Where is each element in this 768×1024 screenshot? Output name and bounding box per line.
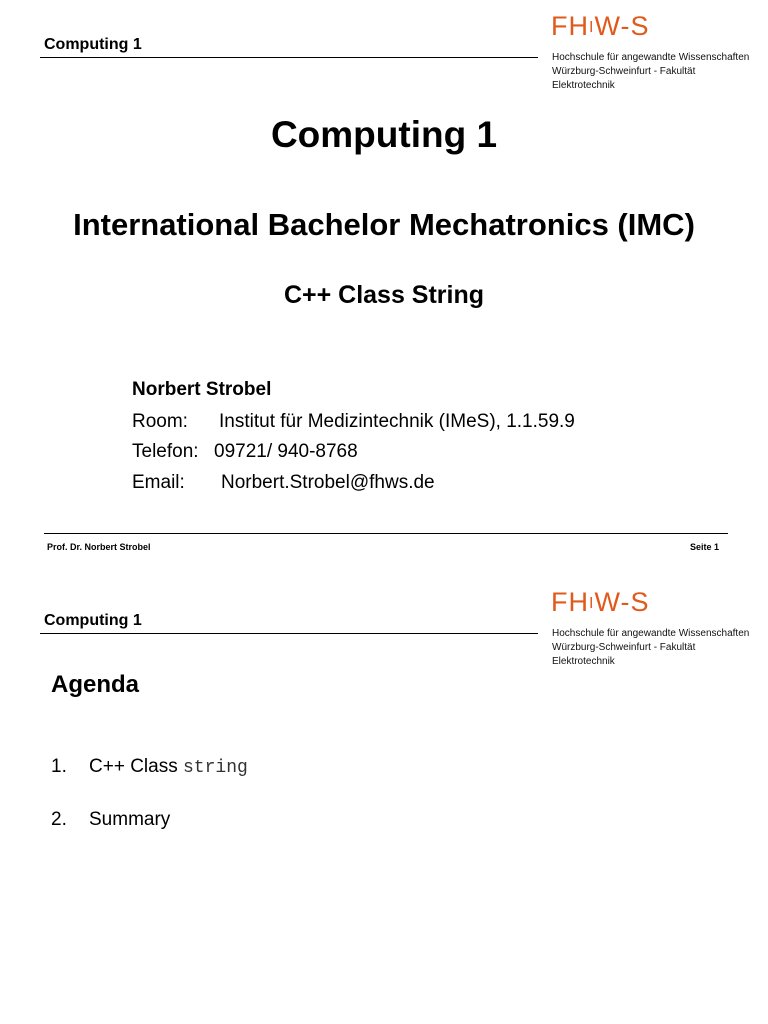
contact-email: Email: Norbert.Strobel@fhws.de (132, 472, 435, 493)
contact-room: Room: Institut für Medizintechnik (IMeS), 1.1.59.9 (132, 411, 575, 432)
slide-topic: C++ Class String (283, 281, 485, 309)
slide-subtitle: International Bachelor Mechatronics (IMC) (73, 207, 695, 242)
header-rule (40, 57, 538, 58)
footer-author: Prof. Dr. Norbert Strobel (47, 542, 151, 552)
fhws-logo: FHIW-S (551, 587, 650, 617)
contact-name: Norbert Strobel (132, 379, 272, 400)
page-number: Seite 1 (690, 542, 720, 552)
agenda-heading: Agenda (51, 671, 140, 698)
slide-title: Computing 1 (270, 114, 498, 155)
header-title: Computing 1 (44, 36, 142, 53)
institution-name: Hochschule für angewandte Wissenschaften Würzburg-Schweinfurt - Fakultät Elektrotechnik (552, 52, 750, 91)
fhws-logo: FHIW-S (551, 11, 650, 41)
contact-phone: Telefon: 09721/ 940-8768 (132, 441, 358, 462)
header-rule (40, 633, 538, 634)
header-title: Computing 1 (44, 612, 142, 629)
agenda-item: 1. C++ Class string (51, 756, 248, 778)
footer-rule (44, 533, 728, 534)
institution-name: Hochschule für angewandte Wissenschaften Würzburg-Schweinfurt - Fakultät Elektrotechnik (552, 628, 750, 667)
agenda-item: 2. Summary (51, 809, 171, 830)
